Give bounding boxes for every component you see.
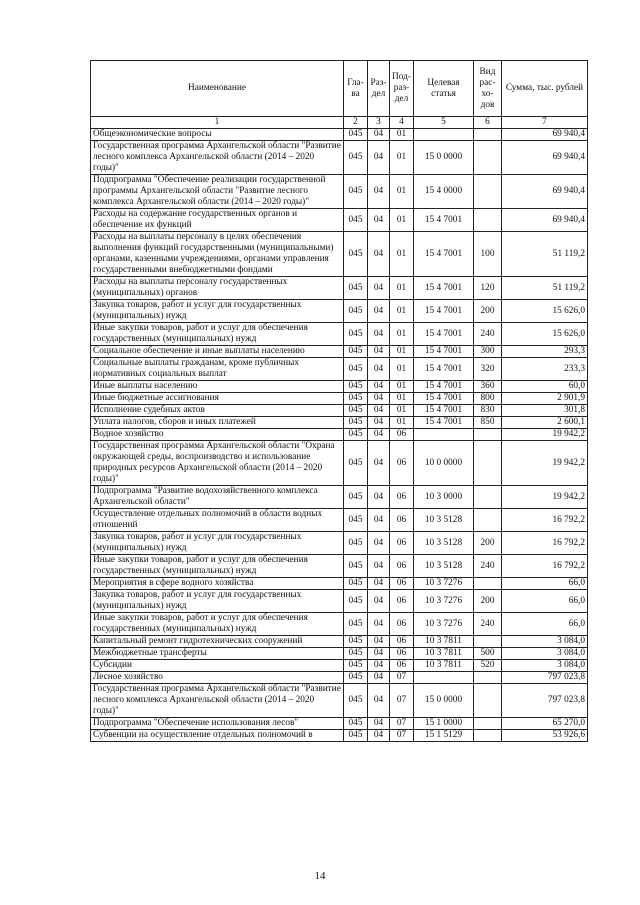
- table-row: [91, 660, 588, 672]
- row-sum: 233,3: [502, 358, 588, 381]
- row-glava: 045: [344, 209, 368, 232]
- row-glava: 045: [344, 636, 368, 648]
- table-row: [91, 209, 588, 232]
- row-name: Иные закупки товаров, работ и услуг для обеспечения государственных (муниципальных) нужд: [91, 613, 344, 636]
- row-podrazdel: 01: [390, 277, 414, 300]
- table-row: [91, 684, 588, 718]
- row-glava: 045: [344, 648, 368, 660]
- row-target-article: 10 3 5128: [414, 509, 474, 532]
- row-podrazdel: 01: [390, 129, 414, 141]
- row-razdel: 04: [368, 613, 390, 636]
- row-sum: 66,0: [502, 613, 588, 636]
- row-expense-type: [474, 486, 502, 509]
- row-glava: 045: [344, 660, 368, 672]
- table-row: [91, 175, 588, 209]
- row-expense-type: [474, 141, 502, 175]
- row-razdel: 04: [368, 590, 390, 613]
- row-glava: 045: [344, 417, 368, 429]
- row-podrazdel: 01: [390, 405, 414, 417]
- row-sum: 65 270,0: [502, 718, 588, 730]
- row-sum: 15 626,0: [502, 300, 588, 323]
- header-podrazdel: Под-раз-дел: [390, 61, 414, 117]
- table-row: [91, 323, 588, 346]
- table-header-row: [91, 61, 588, 117]
- table-row: [91, 509, 588, 532]
- row-razdel: 04: [368, 405, 390, 417]
- row-sum: 69 940,4: [502, 175, 588, 209]
- row-target-article: [414, 129, 474, 141]
- row-razdel: 04: [368, 417, 390, 429]
- row-razdel: 04: [368, 718, 390, 730]
- row-sum: 66,0: [502, 590, 588, 613]
- row-sum: 293,3: [502, 346, 588, 358]
- row-podrazdel: 06: [390, 429, 414, 441]
- row-name: Общеэкономические вопросы: [91, 129, 344, 141]
- header-target: Целевая статья: [414, 61, 474, 117]
- table-row: [91, 590, 588, 613]
- table-row: [91, 346, 588, 358]
- table-row: [91, 486, 588, 509]
- row-sum: 19 942,2: [502, 486, 588, 509]
- row-glava: 045: [344, 590, 368, 613]
- row-target-article: 15 1 5129: [414, 730, 474, 742]
- row-razdel: 04: [368, 300, 390, 323]
- row-sum: 51 119,2: [502, 277, 588, 300]
- table-body: [91, 129, 588, 742]
- row-target-article: 10 3 7811: [414, 648, 474, 660]
- row-razdel: 04: [368, 358, 390, 381]
- row-glava: 045: [344, 730, 368, 742]
- row-expense-type: 200: [474, 590, 502, 613]
- header-vid: Вид рас-хо-дов: [474, 61, 502, 117]
- table-row: [91, 381, 588, 393]
- row-name: Уплата налогов, сборов и иных платежей: [91, 417, 344, 429]
- row-expense-type: [474, 578, 502, 590]
- row-sum: 69 940,4: [502, 209, 588, 232]
- row-target-article: 15 4 7001: [414, 300, 474, 323]
- row-name: Субвенции на осуществление отдельных полномочий в: [91, 730, 344, 742]
- row-expense-type: 520: [474, 660, 502, 672]
- row-target-article: 15 4 7001: [414, 209, 474, 232]
- row-glava: 045: [344, 684, 368, 718]
- row-name: Подпрограмма "Обеспечение реализации государственной программы Архангельской области "Развитие лесного комплекса Архангельской области (2014 – 2020 годы)": [91, 175, 344, 209]
- row-expense-type: 360: [474, 381, 502, 393]
- row-expense-type: 240: [474, 555, 502, 578]
- row-expense-type: [474, 636, 502, 648]
- row-sum: 69 940,4: [502, 141, 588, 175]
- page-number: 14: [314, 870, 326, 882]
- row-glava: 045: [344, 441, 368, 486]
- row-sum: 66,0: [502, 578, 588, 590]
- row-glava: 045: [344, 672, 368, 684]
- row-expense-type: 300: [474, 346, 502, 358]
- row-podrazdel: 01: [390, 175, 414, 209]
- row-podrazdel: 01: [390, 417, 414, 429]
- table-row: [91, 300, 588, 323]
- row-expense-type: 500: [474, 648, 502, 660]
- row-name: Иные выплаты населению: [91, 381, 344, 393]
- row-target-article: 15 0 0000: [414, 684, 474, 718]
- row-glava: 045: [344, 486, 368, 509]
- row-glava: 045: [344, 141, 368, 175]
- row-razdel: 04: [368, 730, 390, 742]
- row-name: Государственная программа Архангельской области "Развитие лесного комплекса Архангельской области (2014 – 2020 годы)": [91, 684, 344, 718]
- row-sum: 2 600,1: [502, 417, 588, 429]
- row-name: Расходы на выплаты персоналу государственных (муниципальных) органов: [91, 277, 344, 300]
- column-number-row: [91, 117, 588, 129]
- row-target-article: 10 3 7276: [414, 590, 474, 613]
- row-glava: 045: [344, 405, 368, 417]
- row-podrazdel: 06: [390, 613, 414, 636]
- table-row: [91, 718, 588, 730]
- row-razdel: 04: [368, 684, 390, 718]
- row-name: Иные закупки товаров, работ и услуг для обеспечения государственных (муниципальных) нужд: [91, 555, 344, 578]
- table-row: [91, 613, 588, 636]
- row-glava: 045: [344, 578, 368, 590]
- row-razdel: 04: [368, 532, 390, 555]
- row-sum: 15 626,0: [502, 323, 588, 346]
- row-glava: 045: [344, 393, 368, 405]
- row-expense-type: 200: [474, 300, 502, 323]
- row-glava: 045: [344, 613, 368, 636]
- row-sum: 3 084,0: [502, 660, 588, 672]
- row-glava: 045: [344, 718, 368, 730]
- row-sum: 53 926,6: [502, 730, 588, 742]
- row-razdel: 04: [368, 509, 390, 532]
- row-name: Расходы на содержание государственных органов и обеспечение их функций: [91, 209, 344, 232]
- row-glava: 045: [344, 129, 368, 141]
- row-name: Государственная программа Архангельской области "Развитие лесного комплекса Архангельской области (2014 – 2020 годы)": [91, 141, 344, 175]
- row-podrazdel: 01: [390, 232, 414, 277]
- row-razdel: 04: [368, 209, 390, 232]
- budget-table: [90, 60, 588, 742]
- row-expense-type: 320: [474, 358, 502, 381]
- row-target-article: 10 3 7276: [414, 613, 474, 636]
- row-podrazdel: 06: [390, 486, 414, 509]
- table-row: [91, 358, 588, 381]
- row-glava: 045: [344, 358, 368, 381]
- row-sum: 51 119,2: [502, 232, 588, 277]
- row-sum: 2 901,9: [502, 393, 588, 405]
- row-name: Иные закупки товаров, работ и услуг для обеспечения государственных (муниципальных) нужд: [91, 323, 344, 346]
- row-podrazdel: 07: [390, 672, 414, 684]
- table-row: [91, 129, 588, 141]
- row-podrazdel: 01: [390, 141, 414, 175]
- row-target-article: 15 4 7001: [414, 405, 474, 417]
- row-razdel: 04: [368, 323, 390, 346]
- row-target-article: 15 4 7001: [414, 323, 474, 346]
- row-name: Закупка товаров, работ и услуг для государственных (муниципальных) нужд: [91, 532, 344, 555]
- row-razdel: 04: [368, 429, 390, 441]
- row-razdel: 04: [368, 660, 390, 672]
- column-number: 5: [414, 117, 474, 129]
- row-target-article: 15 4 7001: [414, 417, 474, 429]
- row-name: Субсидии: [91, 660, 344, 672]
- row-razdel: 04: [368, 486, 390, 509]
- row-glava: 045: [344, 555, 368, 578]
- row-expense-type: 240: [474, 613, 502, 636]
- row-sum: 16 792,2: [502, 509, 588, 532]
- row-podrazdel: 07: [390, 718, 414, 730]
- row-glava: 045: [344, 323, 368, 346]
- table-row: [91, 393, 588, 405]
- row-target-article: 15 4 7001: [414, 393, 474, 405]
- header-razdel: Раз-дел: [368, 61, 390, 117]
- row-podrazdel: 06: [390, 509, 414, 532]
- row-expense-type: 240: [474, 323, 502, 346]
- row-razdel: 04: [368, 129, 390, 141]
- row-glava: 045: [344, 509, 368, 532]
- row-sum: 16 792,2: [502, 555, 588, 578]
- row-target-article: 15 1 0000: [414, 718, 474, 730]
- row-name: Подпрограмма "Обеспечение использования лесов": [91, 718, 344, 730]
- column-number: 4: [390, 117, 414, 129]
- header-name: Наименование: [91, 61, 344, 117]
- table-row: [91, 578, 588, 590]
- row-podrazdel: 01: [390, 300, 414, 323]
- row-glava: 045: [344, 277, 368, 300]
- table-row: [91, 277, 588, 300]
- row-razdel: 04: [368, 393, 390, 405]
- row-target-article: 10 3 0000: [414, 486, 474, 509]
- row-name: Водное хозяйство: [91, 429, 344, 441]
- row-podrazdel: 06: [390, 441, 414, 486]
- row-expense-type: 850: [474, 417, 502, 429]
- row-name: Социальное обеспечение и иные выплаты населению: [91, 346, 344, 358]
- row-name: Мероприятия в сфере водного хозяйства: [91, 578, 344, 590]
- row-name: Исполнение судебных актов: [91, 405, 344, 417]
- header-sum: Сумма, тыс. рублей: [502, 61, 588, 117]
- row-target-article: 15 4 7001: [414, 358, 474, 381]
- row-glava: 045: [344, 175, 368, 209]
- row-expense-type: [474, 684, 502, 718]
- row-target-article: 10 3 7811: [414, 636, 474, 648]
- row-sum: 301,8: [502, 405, 588, 417]
- row-name: Лесное хозяйство: [91, 672, 344, 684]
- row-glava: 045: [344, 346, 368, 358]
- table-row: [91, 672, 588, 684]
- row-razdel: 04: [368, 578, 390, 590]
- row-sum: 3 084,0: [502, 648, 588, 660]
- row-razdel: 04: [368, 672, 390, 684]
- row-glava: 045: [344, 429, 368, 441]
- row-glava: 045: [344, 381, 368, 393]
- table-row: [91, 555, 588, 578]
- table-row: [91, 636, 588, 648]
- row-sum: 797 023,8: [502, 684, 588, 718]
- row-podrazdel: 06: [390, 555, 414, 578]
- row-name: Иные бюджетные ассигнования: [91, 393, 344, 405]
- header-glava: Гла-ва: [344, 61, 368, 117]
- row-target-article: [414, 672, 474, 684]
- row-glava: 045: [344, 232, 368, 277]
- row-razdel: 04: [368, 346, 390, 358]
- row-target-article: 10 3 5128: [414, 555, 474, 578]
- row-razdel: 04: [368, 441, 390, 486]
- row-name: Расходы на выплаты персоналу в целях обеспечения выполнения функций государственными (муниципальными) органами, казенными учреждениями, органами управления государственными внебюджетными фондами: [91, 232, 344, 277]
- row-expense-type: 800: [474, 393, 502, 405]
- row-razdel: 04: [368, 555, 390, 578]
- row-sum: 60,0: [502, 381, 588, 393]
- row-name: Осуществление отдельных полномочий в области водных отношений: [91, 509, 344, 532]
- row-expense-type: [474, 730, 502, 742]
- row-expense-type: [474, 718, 502, 730]
- table-row: [91, 141, 588, 175]
- row-podrazdel: 06: [390, 648, 414, 660]
- row-podrazdel: 01: [390, 358, 414, 381]
- row-target-article: 15 4 7001: [414, 232, 474, 277]
- row-sum: 19 942,2: [502, 429, 588, 441]
- row-name: Закупка товаров, работ и услуг для государственных (муниципальных) нужд: [91, 590, 344, 613]
- column-number: 2: [344, 117, 368, 129]
- row-expense-type: [474, 209, 502, 232]
- row-name: Межбюджетные трансферты: [91, 648, 344, 660]
- table-row: [91, 532, 588, 555]
- table-row: [91, 429, 588, 441]
- row-sum: 797 023,8: [502, 672, 588, 684]
- row-target-article: 10 3 5128: [414, 532, 474, 555]
- row-podrazdel: 06: [390, 590, 414, 613]
- row-target-article: [414, 429, 474, 441]
- row-expense-type: [474, 129, 502, 141]
- row-expense-type: [474, 509, 502, 532]
- row-razdel: 04: [368, 232, 390, 277]
- column-number: 3: [368, 117, 390, 129]
- row-podrazdel: 01: [390, 209, 414, 232]
- row-target-article: 15 4 7001: [414, 277, 474, 300]
- row-expense-type: [474, 441, 502, 486]
- row-target-article: 15 4 7001: [414, 346, 474, 358]
- row-podrazdel: 01: [390, 393, 414, 405]
- row-name: Подпрограмма "Развитие водохозяйственного комплекса Архангельской области": [91, 486, 344, 509]
- row-podrazdel: 01: [390, 346, 414, 358]
- row-podrazdel: 06: [390, 636, 414, 648]
- column-number: 7: [502, 117, 588, 129]
- row-podrazdel: 07: [390, 684, 414, 718]
- row-target-article: 10 0 0000: [414, 441, 474, 486]
- row-expense-type: [474, 672, 502, 684]
- row-razdel: 04: [368, 381, 390, 393]
- row-expense-type: 120: [474, 277, 502, 300]
- row-podrazdel: 07: [390, 730, 414, 742]
- row-razdel: 04: [368, 648, 390, 660]
- row-name: Закупка товаров, работ и услуг для государственных (муниципальных) нужд: [91, 300, 344, 323]
- table-row: [91, 441, 588, 486]
- row-podrazdel: 06: [390, 532, 414, 555]
- row-razdel: 04: [368, 141, 390, 175]
- table-row: [91, 648, 588, 660]
- table-row: [91, 417, 588, 429]
- row-glava: 045: [344, 300, 368, 323]
- row-name: Социальные выплаты гражданам, кроме публичных нормативных социальных выплат: [91, 358, 344, 381]
- row-podrazdel: 06: [390, 660, 414, 672]
- table-row: [91, 730, 588, 742]
- row-razdel: 04: [368, 277, 390, 300]
- table-row: [91, 232, 588, 277]
- row-podrazdel: 01: [390, 323, 414, 346]
- row-expense-type: 830: [474, 405, 502, 417]
- row-podrazdel: 01: [390, 381, 414, 393]
- row-sum: 19 942,2: [502, 441, 588, 486]
- row-razdel: 04: [368, 175, 390, 209]
- row-sum: 16 792,2: [502, 532, 588, 555]
- row-sum: 3 084,0: [502, 636, 588, 648]
- column-number: 1: [91, 117, 344, 129]
- row-target-article: 10 3 7276: [414, 578, 474, 590]
- row-name: Государственная программа Архангельской области "Охрана окружающей среды, воспроизводство и использование природных ресурсов Архангельской области (2014 – 2020 годы)": [91, 441, 344, 486]
- row-target-article: 10 3 7811: [414, 660, 474, 672]
- row-target-article: 15 4 0000: [414, 175, 474, 209]
- row-expense-type: 200: [474, 532, 502, 555]
- column-number: 6: [474, 117, 502, 129]
- row-target-article: 15 0 0000: [414, 141, 474, 175]
- table-row: [91, 405, 588, 417]
- row-razdel: 04: [368, 636, 390, 648]
- row-sum: 69 940,4: [502, 129, 588, 141]
- row-target-article: 15 4 7001: [414, 381, 474, 393]
- row-expense-type: [474, 429, 502, 441]
- row-expense-type: 100: [474, 232, 502, 277]
- row-glava: 045: [344, 532, 368, 555]
- row-expense-type: [474, 175, 502, 209]
- row-name: Капитальный ремонт гидротехнических сооружений: [91, 636, 344, 648]
- row-podrazdel: 06: [390, 578, 414, 590]
